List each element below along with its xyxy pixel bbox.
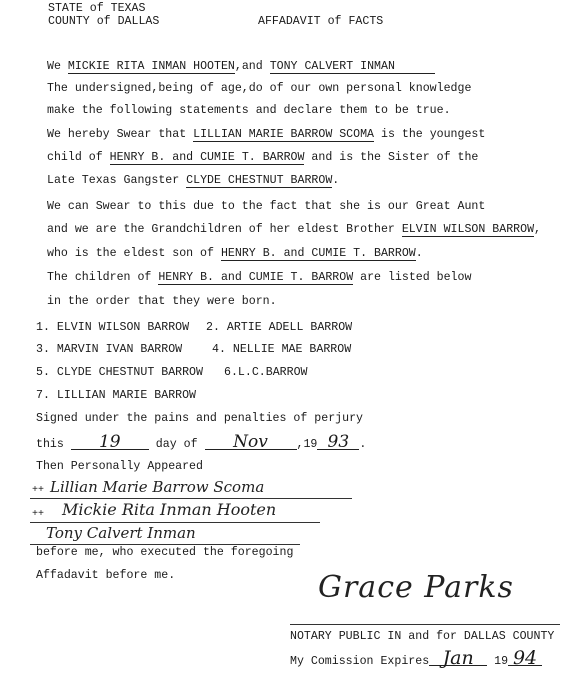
child-item: 3. MARVIN IVAN BARROW: [36, 343, 183, 356]
document-title: AFFADAVIT of FACTS: [258, 15, 384, 28]
body-line-10: in the order that they were born.: [47, 295, 277, 308]
day-value: 19: [71, 436, 149, 450]
child-item: 4. NELLIE MAE BARROW: [212, 343, 352, 356]
body-line-2: make the following statements and declare them to be true.: [47, 104, 451, 117]
notary-signature-line: [290, 624, 560, 625]
signature-line-3: [30, 544, 300, 545]
body-line-8: who is the eldest son of HENRY B. and CUMIE T. BARROW.: [47, 247, 423, 260]
body-line-5: Late Texas Gangster CLYDE CHESTNUT BARROW.: [47, 174, 340, 187]
before-me-line-1: before me, who executed the foregoing: [36, 546, 294, 559]
body-line-6: We can Swear to this due to the fact that she is our Great Aunt: [47, 200, 486, 213]
commission-month: Jan: [429, 652, 487, 666]
notary-signature: Grace Parks: [318, 570, 514, 605]
signature-line-1: [30, 498, 352, 499]
eldest-brother-name: ELVIN WILSON BARROW: [401, 223, 535, 236]
parents-name-2: HENRY B. and CUMIE T. BARROW: [220, 247, 416, 260]
county-heading: COUNTY of DALLAS: [48, 15, 160, 28]
body-line-7: and we are the Grandchildren of her eldest Brother ELVIN WILSON BARROW,: [47, 223, 542, 236]
appeared-line: Then Personally Appeared: [36, 460, 203, 473]
commission-year: 94: [508, 652, 542, 666]
youngest-child-name: LILLIAN MARIE BARROW SCOMA: [193, 128, 375, 141]
date-line: this 19 day of Nov ,19 93 .: [36, 432, 367, 452]
plus-mark: ++: [32, 485, 45, 496]
signature-2: Mickie Rita Inman Hooten: [62, 500, 277, 519]
child-item: 1. ELVIN WILSON BARROW: [36, 321, 190, 334]
child-item: 5. CLYDE CHESTNUT BARROW: [36, 366, 203, 379]
affiant-name-2: TONY CALVERT INMAN: [270, 60, 435, 74]
gangster-name: CLYDE CHESTNUT BARROW: [186, 174, 333, 187]
perjury-statement: Signed under the pains and penalties of perjury: [36, 412, 363, 425]
body-line-3: We hereby Swear that LILLIAN MARIE BARROW SCOMA is the youngest: [47, 128, 486, 141]
year-value: 93: [317, 436, 359, 450]
parents-name-1: HENRY B. and CUMIE T. BARROW: [109, 151, 305, 164]
signature-1: Lillian Marie Barrow Scoma: [50, 478, 265, 496]
plus-mark: ++: [32, 509, 45, 520]
signature-3: Tony Calvert Inman: [46, 524, 196, 542]
body-line-9: The children of HENRY B. and CUMIE T. BARROW are listed below: [47, 271, 472, 284]
parents-name-3: HENRY B. and CUMIE T. BARROW: [158, 271, 354, 284]
commission-line: My Comission Expires Jan 19 94: [290, 652, 542, 669]
notary-title: NOTARY PUBLIC IN and for DALLAS COUNTY: [290, 630, 555, 643]
signature-line-2: [30, 522, 320, 523]
affiant-name-1: MICKIE RITA INMAN HOOTEN: [67, 60, 235, 73]
child-item: 7. LILLIAN MARIE BARROW: [36, 389, 197, 402]
body-line-4: child of HENRY B. and CUMIE T. BARROW and is the Sister of the: [47, 151, 479, 164]
body-line-1: The undersigned,being of age,do of our own personal knowledge: [47, 82, 472, 95]
before-me-line-2: Affadavit before me.: [36, 569, 176, 582]
child-item: 6.L.C.BARROW: [224, 366, 308, 379]
intro-line: We MICKIE RITA INMAN HOOTEN,and TONY CALVERT INMAN: [47, 60, 435, 74]
month-value: Nov: [205, 436, 297, 450]
state-heading: STATE of TEXAS: [48, 2, 146, 15]
child-item: 2. ARTIE ADELL BARROW: [206, 321, 353, 334]
